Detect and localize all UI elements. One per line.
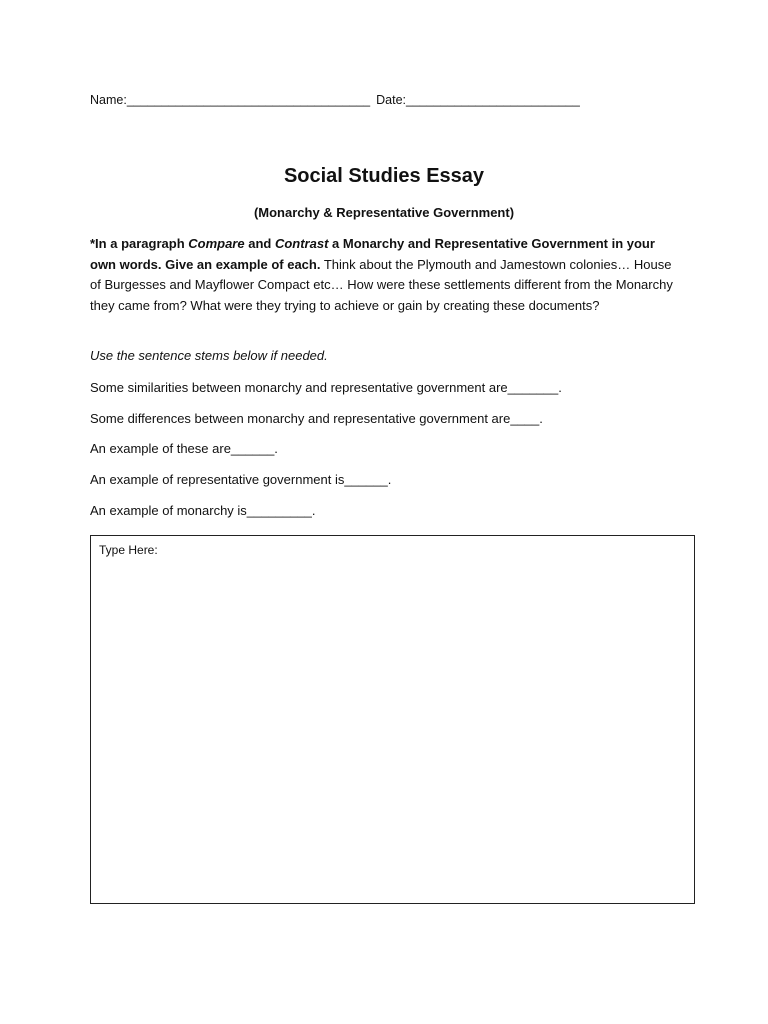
answer-text-box[interactable]	[90, 535, 695, 904]
page-subtitle: (Monarchy & Representative Government)	[253, 205, 515, 220]
prompt-guidance: Think about the Plymouth and Jamestown colonies… House of Burgesses and Mayflower Compact etc… How were these settlements different from the Monarchy they came from? What were they trying to achieve or gain by creating these documents?	[90, 256, 673, 313]
header-fields	[90, 93, 580, 107]
prompt-compare: Compare	[188, 236, 245, 251]
prompt-instruction: a Monarchy and Representative Government in your own words. Give an example of each.	[90, 236, 655, 272]
sentence-stem-monarchy: An example of monarchy is_________.	[90, 503, 316, 518]
prompt-and: and	[244, 236, 275, 251]
name-field[interactable]: Name:___________________________________	[90, 93, 371, 107]
answer-box-label: Type Here:	[99, 543, 158, 557]
page-title: Social Studies Essay	[283, 165, 485, 187]
sentence-stem-hint: Use the sentence stems below if needed.	[90, 348, 328, 363]
sentence-stem-example: An example of these are______.	[90, 441, 278, 456]
sentence-stem-differences: Some differences between monarchy and representative government are____.	[90, 411, 543, 426]
prompt-contrast: Contrast	[274, 236, 329, 251]
sentence-stem-similarities: Some similarities between monarchy and representative government are_______.	[90, 380, 562, 395]
sentence-stem-representative: An example of representative government is______.	[90, 472, 392, 487]
prompt-intro: *In a paragraph	[90, 236, 189, 251]
essay-prompt	[90, 234, 680, 316]
date-field[interactable]: Date:_________________________	[376, 93, 580, 107]
